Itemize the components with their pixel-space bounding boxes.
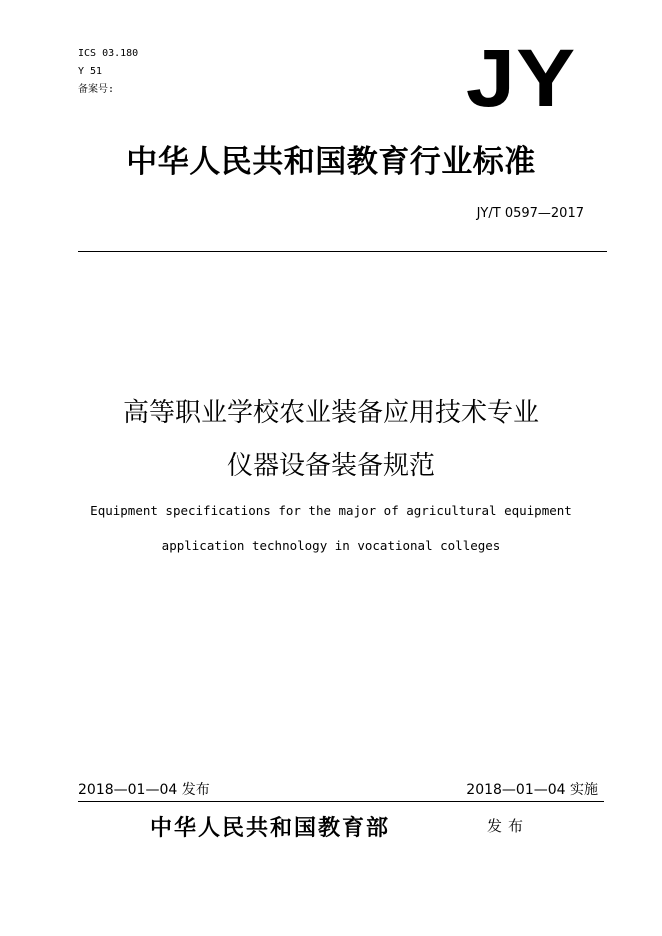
footer-divider — [78, 801, 604, 802]
header-divider — [78, 251, 607, 252]
issue-label: 发布 — [487, 817, 530, 835]
ics-code: ICS 03.180 — [78, 48, 139, 59]
issuing-authority: 中华人民共和国教育部 — [150, 816, 391, 841]
english-title-line-1: Equipment specifications for the major of agricultural equipment — [90, 503, 572, 518]
standard-title: 中华人民共和国教育行业标准 — [126, 144, 536, 180]
jy-logo: JY — [465, 33, 576, 124]
classification-code: Y 51 — [78, 66, 103, 77]
document-title-line-1: 高等职业学校农业装备应用技术专业 — [122, 398, 539, 428]
document-title-line-2: 仪器设备装备规范 — [226, 451, 435, 481]
filing-number: 备案号: — [78, 84, 115, 95]
release-date: 2018—01—04 发布 — [78, 782, 210, 798]
effective-date: 2018—01—04 实施 — [466, 782, 598, 798]
standard-number: JY/T 0597—2017 — [476, 206, 584, 221]
english-title-line-2: application technology in vocational colleges — [161, 538, 501, 553]
